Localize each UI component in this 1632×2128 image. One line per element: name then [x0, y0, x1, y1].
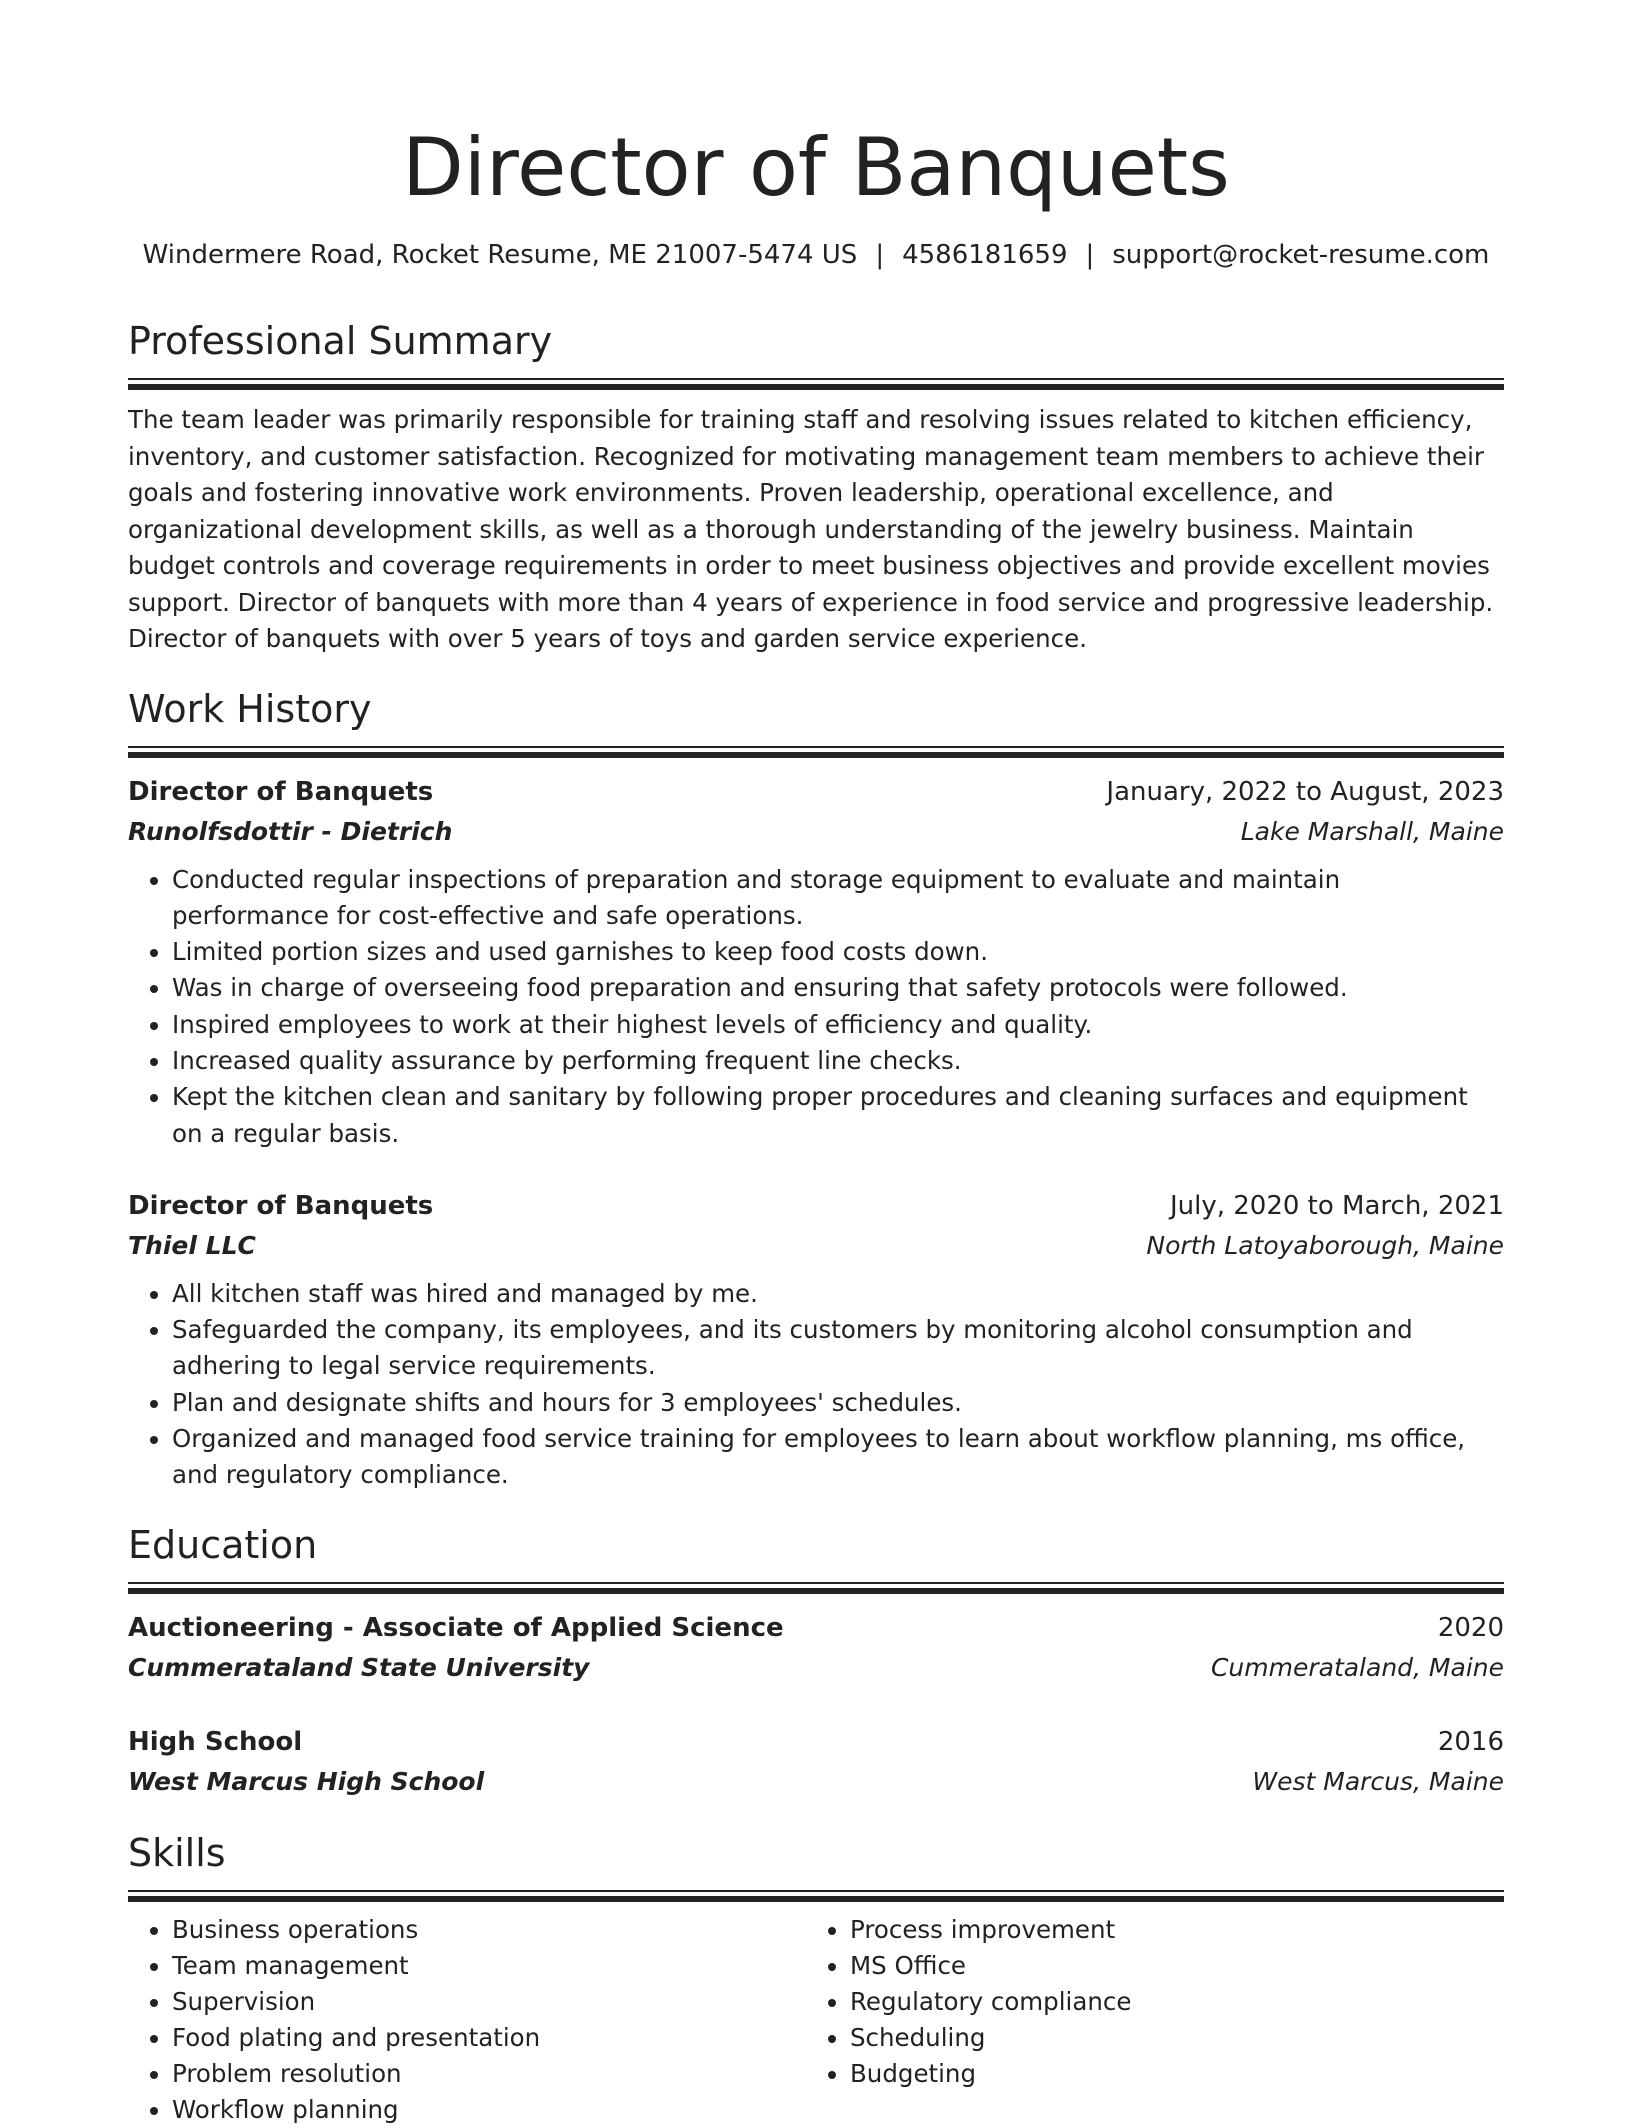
job-title: Director of Banquets [128, 1190, 434, 1221]
job-bullets [128, 862, 1504, 1152]
section-divider [128, 1890, 1504, 1902]
skills-columns [128, 1912, 1504, 2128]
skills-section [128, 1828, 1504, 2128]
contact-line [0, 238, 1632, 272]
summary-text: The team leader was primarily responsible for training staff and resolving issues related to kitchen efficiency, inventory, and customer satisfaction. Recognized for motivating management team members to achieve their goals and fostering innovative work environments. Proven leadership, operational excellence, and organizational development skills, as well as a thorough understanding of the jewelry business. Maintain budget controls and coverage requirements in order to meet business objectives and provide excellent movies support. Director of banquets with more than 4 years of experience in food service and progressive leadership. Director of banquets with over 5 years of toys and garden service experience. [128, 405, 1494, 653]
skill-item: • Scheduling [850, 2020, 1484, 2056]
list-item: • Was in charge of overseeing food preparation and ensuring that safety protocols were followed. [172, 970, 1504, 1006]
job-entry [128, 1186, 1504, 1494]
skill-item: • Business operations [172, 1912, 806, 1948]
job-entry [128, 772, 1504, 1152]
degree-title: Auctioneering - Associate of Applied Science [128, 1612, 784, 1643]
school-name: West Marcus High School [128, 1766, 485, 1796]
list-item: • Increased quality assurance by performing frequent line checks. [172, 1043, 1504, 1079]
job-company: Runolfsdottir - Dietrich [128, 816, 453, 846]
skill-item: • Workflow planning [172, 2092, 806, 2128]
graduation-year: 2016 [1437, 1726, 1504, 1757]
skill-item: • Food plating and presentation [172, 2020, 806, 2056]
list-item: • Limited portion sizes and used garnishes to keep food costs down. [172, 934, 1504, 970]
job-dates: July, 2020 to March, 2021 [1169, 1190, 1504, 1221]
skill-item: • Process improvement [850, 1912, 1484, 1948]
degree-title: High School [128, 1726, 303, 1757]
section-title-work: Work History [128, 686, 372, 731]
skill-item: • MS Office [850, 1948, 1484, 1984]
list-item: • All kitchen staff was hired and managed by me. [172, 1276, 1504, 1312]
list-item: • Safeguarded the company, its employees, and its customers by monitoring alcohol consumption and adhering to legal service requirements. [172, 1312, 1504, 1385]
job-title: Director of Banquets [128, 776, 434, 807]
section-title-education: Education [128, 1522, 318, 1567]
skills-list-left [128, 1912, 806, 2128]
job-dates: January, 2022 to August, 2023 [1106, 776, 1504, 807]
resume-content [128, 316, 1504, 2128]
skill-item: • Regulatory compliance [850, 1984, 1484, 2020]
job-location: Lake Marshall, Maine [1240, 816, 1504, 846]
graduation-year: 2020 [1437, 1612, 1504, 1643]
contact-separator: | [1085, 240, 1095, 270]
school-name: Cummerataland State University [128, 1652, 590, 1682]
contact-address: Windermere Road, Rocket Resume, ME 21007-5474 US [142, 240, 858, 270]
list-item: • Organized and managed food service training for employees to learn about workflow planning, ms office, and regulatory compliance. [172, 1421, 1504, 1494]
section-divider [128, 378, 1504, 390]
section-divider [128, 746, 1504, 758]
skill-item: • Budgeting [850, 2056, 1484, 2092]
contact-phone: 4586181659 [902, 240, 1068, 270]
job-company: Thiel LLC [128, 1230, 256, 1260]
education-entry [128, 1608, 1504, 1688]
section-divider [128, 1582, 1504, 1594]
summary-section [128, 316, 1504, 658]
work-section [128, 684, 1504, 1494]
resume-name: Director of Banquets [402, 121, 1230, 214]
job-bullets [128, 1276, 1504, 1494]
school-location: Cummerataland, Maine [1210, 1652, 1504, 1682]
contact-separator: | [875, 240, 885, 270]
list-item: • Conducted regular inspections of preparation and storage equipment to evaluate and maintain performance for cost-effective and safe operations. [172, 862, 1504, 935]
section-title-skills: Skills [128, 1830, 226, 1875]
contact-email: support@rocket-resume.com [1112, 240, 1490, 270]
skills-list-right [806, 1912, 1484, 2128]
list-item: • Kept the kitchen clean and sanitary by following proper procedures and cleaning surfaces and equipment on a regular basis. [172, 1079, 1504, 1152]
list-item: • Inspired employees to work at their highest levels of efficiency and quality. [172, 1007, 1504, 1043]
school-location: West Marcus, Maine [1252, 1766, 1504, 1796]
education-section [128, 1520, 1504, 1802]
skill-item: • Team management [172, 1948, 806, 1984]
education-entry [128, 1722, 1504, 1802]
skill-item: • Problem resolution [172, 2056, 806, 2092]
list-item: • Plan and designate shifts and hours for 3 employees' schedules. [172, 1385, 1504, 1421]
job-location: North Latoyaborough, Maine [1146, 1230, 1504, 1260]
skill-item: • Supervision [172, 1984, 806, 2020]
section-title-summary: Professional Summary [128, 319, 553, 363]
